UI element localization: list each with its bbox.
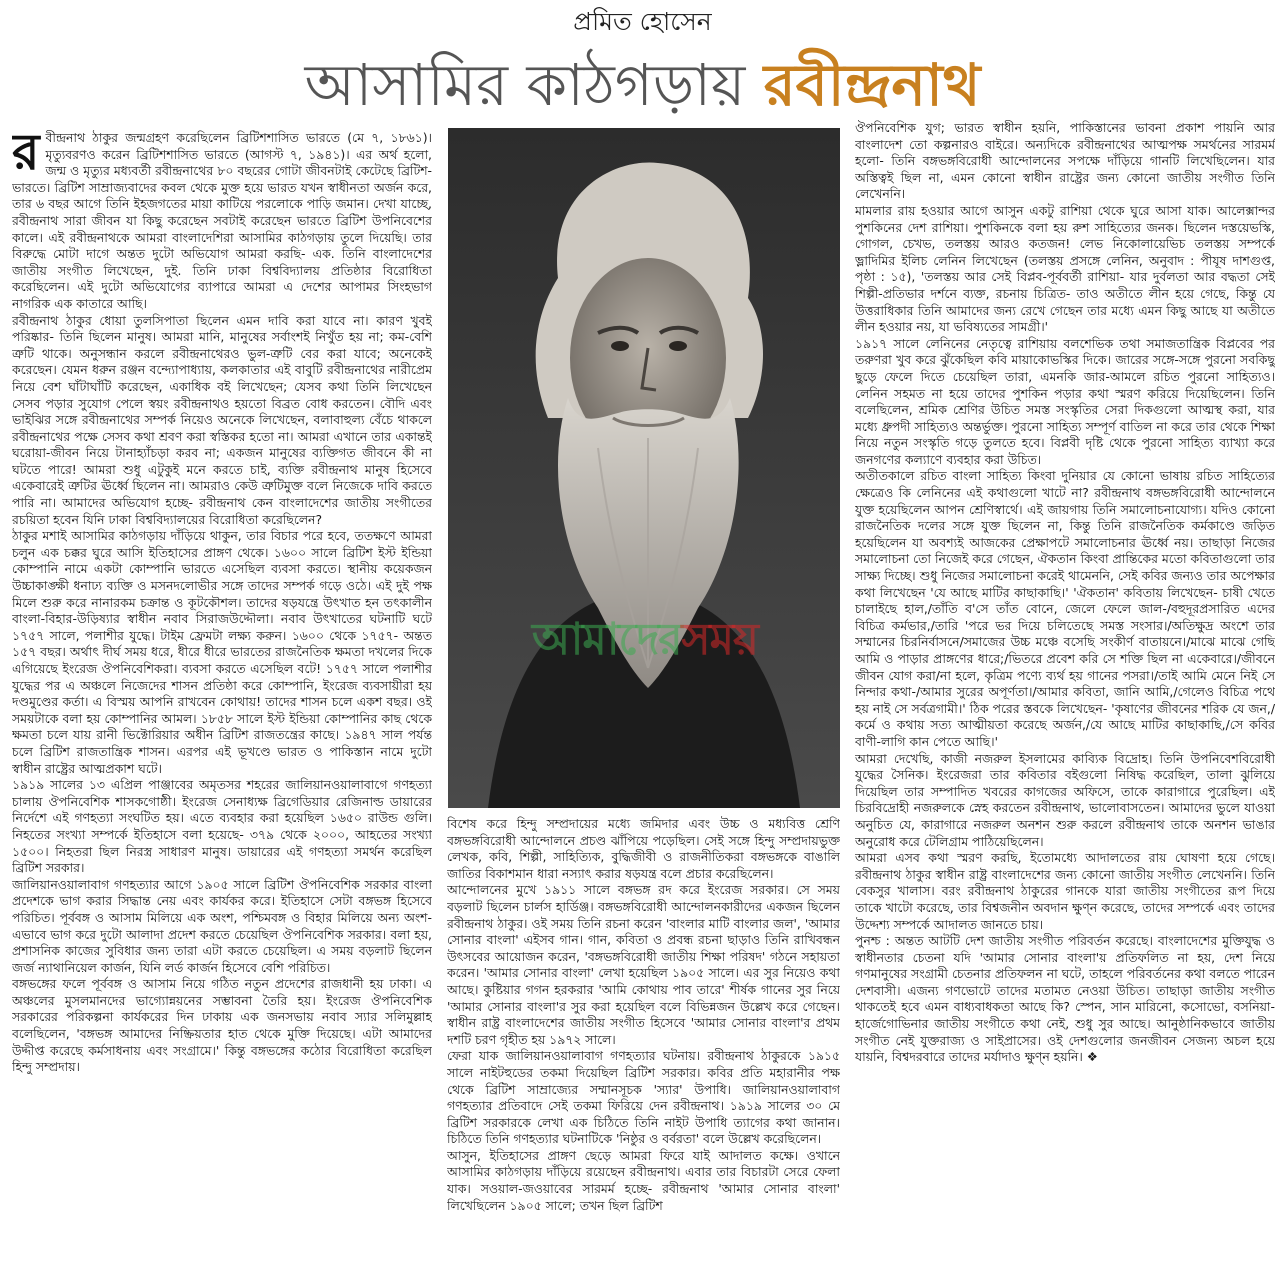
paragraph: আন্দোলনের মুখে ১৯১১ সালে বঙ্গভঙ্গ রদ করে ইংরেজ সরকার। সে সময় বড়লাট ছিলেন চার্লস হার্ডিঞ্জ। বঙ্গভঙ্গবিরোধী আন্দোলনকারীদের একজন ছিলেন রবীন্দ্রনাথ ঠাকুর। ওই সময় তিনি রচনা করেন 'বাংলার মাটি বাংলার জল', 'আমার সোনার বাংলা' এইসব গান। গান, কবিতা ও প্রবন্ধ রচনা ছাড়াও তিনি রাখিবন্ধন উৎসবের আয়োজন করেন, 'বঙ্গভঙ্গবিরোধী জাতীয় শিক্ষা পরিষদ' গঠনে সহায়তা করেন। 'আমার সোনার বাংলা' লেখা হয়েছিল ১৯০৫ সালে। এর সুর নিয়েও কথা আছে। কুষ্টিয়ার গগন হরকরার 'আমি কোথায় পাব তারে' শীর্ষক গানের সুর নিয়ে 'আমার সোনার বাংলা'র সুর করা হয়েছিল বলে বিভিন্নজন উল্লেখ করে গেছেন। স্বাধীন রাষ্ট্র বাংলাদেশের জাতীয় সংগীত হিসেবে 'আমার সোনার বাংলা'র প্রথম দশটি চরণ গৃহীত হয় ১৯৭২ সালে। (447, 882, 840, 1047)
watermark-part-2: সময় (681, 614, 758, 665)
headline (0, 48, 1285, 122)
paragraph: ১৯১৯ সালের ১৩ এপ্রিল পাঞ্জাবের অমৃতসর শহরের জালিয়ানওয়ালাবাগে গণহত্যা চালায় ঔপনিবেশিক শাসকগোষ্ঠী। ইংরেজ সেনাধ্যক্ষ ব্রিগেডিয়ার রেজিনাল্ড ডায়ারের নির্দেশে এই গণহত্যা সংঘটিত হয়। এতে ব্যবহার করা হয়েছিল ১৬৫০ রাউন্ড গুলি। নিহতের সংখ্যা সম্পর্কে ইতিহাসে বলা হয়েছে- ৩৭৯ থেকে ২০০০, আহতের সংখ্যা ১৫০০। নিহতরা ছিল নিরস্ত্র সাধারণ মানুষ। ডায়ারের এই গণহত্যা সমর্থন করেছিল ব্রিটিশ সরকার। (12, 777, 432, 876)
paragraph: পুনশ্চ : অন্তত আটটি দেশ জাতীয় সংগীত পরিবর্তন করেছে। বাংলাদেশের মুক্তিযুদ্ধ ও স্বাধীনতার চেতনা যদি 'আমার সোনার বাংলা'য় প্রতিফলিত না হয়, দেশ নিয়ে গণমানুষের সংগ্রামী চেতনার প্রতিফলন না ঘটে, তাহলে পরিবর্তনের কথা বলতে পারেন দেশবাসী। এজন্য গণভোটে তাদের মতামত নেওয়া উচিত। তাছাড়া জাতীয় সংগীত থাকতেই হবে এমন বাধ্যবাধকতা আছে কি? স্পেন, সান মারিনো, কসোভো, বসনিয়া-হার্জেগোভিনার জাতীয় সংগীতে কথা নেই, শুধু সুর আছে। আনুষ্ঠানিকভাবে জাতীয় সংগীত নেই যুক্তরাজ্য ও সাইপ্রাসের। ওই দেশগুলোর জনজীবন সেজন্য অচল হয়ে যায়নি, বিশ্বদরবারে তাদের মর্যাদাও ক্ষুণ্ন হয়নি। ❖ (855, 933, 1275, 1065)
watermark-logo (470, 610, 820, 670)
paragraph: ঔপনিবেশিক যুগ; ভারত স্বাধীন হয়নি, পাকিস্তানের ভাবনা প্রকাশ পায়নি আর বাংলাদেশ তো কল্পনারও বাইরে। অন্যদিকে রবীন্দ্রনাথের আত্মপক্ষ সমর্থনের সারমর্ম হলো- তিনি বঙ্গভঙ্গবিরোধী আন্দোলনের সপক্ষে দাঁড়িয়ে গানটি লিখেছিলেন। যার অস্তিত্বই ছিল না, এমন কোনো স্বাধীন রাষ্ট্রের জন্য কোনো জাতীয় সংগীত তিনি লেখেননি। (855, 120, 1275, 202)
portrait-illustration (448, 128, 840, 808)
paragraph: রবীন্দ্রনাথ ঠাকুর ধোয়া তুলসিপাতা ছিলেন এমন দাবি করা যাবে না। কারণ খুবই পরিষ্কার- তিনি ছিলেন মানুষ। আমরা মানি, মানুষের সর্বাংশই নিখুঁত হয় না; কম-বেশি ত্রুটি থাকে। অনুসন্ধান করলে রবীন্দ্রনাথেরও ভুল-ত্রুটি বের করা যাবে; অনেকেই করেছেন। যেমন ধরুন রঞ্জন বন্দ্যোপাধ্যায়, কলকাতার এই বাবুটি রবীন্দ্রনাথের নারীপ্রেম নিয়ে বেশ ঘাঁটাঘাঁটি করেছেন, একাধিক বই লিখেছেন; যেসব কথা তিনি লিখেছেন সেসব পড়ার সুযোগ পেলে স্বয়ং রবীন্দ্রনাথও হয়তো বিব্রত বোধ করতেন। বৌদি এবং ভাইঝির সঙ্গে রবীন্দ্রনাথের সম্পর্ক নিয়েও অনেকে লিখেছেন, বলাবাহুল্য বেঁচে থাকলে রবীন্দ্রনাথের পক্ষে সেসব কথা শ্রবণ করা স্বস্তিকর হতো না। আমরা এখানে তার একান্তই ঘরোয়া-জীবন নিয়ে টানাহ্যাঁচড়া করব না; একজন মানুষের ব্যক্তিগত জীবনে কী না ঘটতে পারে! আমরা শুধু এটুকুই মনে করতে চাই, ব্যক্তি রবীন্দ্রনাথ মানুষ হিসেবে একেবারেই ত্রুটির ঊর্ধ্বে ছিলেন না। আমরাও কেউ ত্রুটিমুক্ত বলে নিজেকে দাবি করতে পারি না। আমাদের অভিযোগ হচ্ছে- রবীন্দ্রনাথ কেন বাংলাদেশের জাতীয় সংগীতের রচয়িতা হবেন যিনি ঢাকা বিশ্ববিদ্যালয়ের বিরোধিতা করেছিলেন? (12, 312, 432, 527)
drop-cap: র (12, 130, 40, 181)
watermark-part-1: আমাদের (532, 614, 682, 665)
paragraph: ঠাকুর মশাই আসামির কাঠগড়ায় দাঁড়িয়ে থাকুন, তার বিচার পরে হবে, ততক্ষণে আমরা চলুন এক চক্কর ঘুরে আসি ইতিহাসের প্রাঙ্গণ থেকে। ১৬০০ সালে ব্রিটিশ ইস্ট ইন্ডিয়া কোম্পানি নামে একটা কোম্পানি ভারতে এসেছিল ব্যবসা করতে। স্থানীয় কয়েকজন উচ্চাকাঙ্ক্ষী ধনাঢ্য ব্যক্তি ও মসনদলোভীর সঙ্গে তাদের সম্পর্ক গড়ে ওঠে। এই দুই পক্ষ মিলে শুরু করে নানারকম চক্রান্ত ও কূটকৌশল। তাদের ষড়যন্ত্রে উৎখাত হন তৎকালীন বাংলা-বিহার-উড়িষ্যার স্বাধীন নবাব সিরাজউদ্দৌলা। নবাব উৎখাতের ঘটনাটি ঘটে ১৭৫৭ সালে, পলাশীর যুদ্ধে। টাইম ফ্রেমটা লক্ষ্য করুন। ১৬০০ থেকে ১৭৫৭- অন্তত ১৫৭ বছর। অর্থাৎ দীর্ঘ সময় ধরে, ধীরে ধীরে ভারতের রাজনৈতিক ক্ষমতা দখলের দিকে এগিয়েছে ইংরেজ ঔপনিবেশিকরা। ব্যবসা করতে এসেছিল বটে! ১৭৫৭ সালে পলাশীর যুদ্ধের পর এ অঞ্চলে নিজেদের শাসন প্রতিষ্ঠা করে কোম্পানি, ইংরেজ ব্যবসায়ীরা হয় দণ্ডমুণ্ডের কর্তা। এ বিস্ময় আপনি রাখবেন কোথায়! তাদের শাসন চলে একশ বছর। ওই সময়টাকে বলা হয় কোম্পানির আমল। ১৮৫৮ সালে ইস্ট ইন্ডিয়া কোম্পানির কাছ থেকে ক্ষমতা চলে যায় রানী ভিক্টোরিয়ার অধীন ব্রিটিশ রাজতন্ত্রের কাছে। ১৯৪৭ সাল পর্যন্ত চলে ব্রিটিশ রাজতান্ত্রিক শাসন। এরপর এই ভূখণ্ডে ভারত ও পাকিস্তান নামে দুটো স্বাধীন রাষ্ট্রের আত্মপ্রকাশ ঘটে। (12, 528, 432, 776)
headline-part-2: রবীন্দ্রনাথ (763, 51, 981, 119)
portrait-photo (448, 128, 840, 808)
headline-part-1: আসামির কাঠগড়ায় (304, 51, 764, 119)
article-column-3 (855, 120, 1275, 1272)
paragraph: বঙ্গভঙ্গের ফলে পূর্ববঙ্গ ও আসাম নিয়ে গঠিত নতুন প্রদেশের রাজধানী হয় ঢাকা। এ অঞ্চলের মুসলমানদের ভাগ্যোন্নয়নের সম্ভাবনা তৈরি হয়। ইংরেজ ঔপনিবেশিক সরকারের পরিকল্পনা কার্যকরের দিন ঢাকায় এক জনসভায় নবাব স্যার সলিমুল্লাহ বলেছিলেন, 'বঙ্গভঙ্গ আমাদের নিষ্ক্রিয়তার হাত থেকে মুক্তি দিয়েছে। এটা আমাদের উদ্দীপ্ত করেছে কর্মসাধনায় এবং সংগ্রামে।' কিন্তু বঙ্গভঙ্গের কঠোর বিরোধিতা করেছিল হিন্দু সম্প্রদায়। (12, 976, 432, 1075)
article-column-1 (12, 130, 432, 1270)
paragraph: ফেরা যাক জালিয়ানওয়ালাবাগ গণহত্যার ঘটনায়। রবীন্দ্রনাথ ঠাকুরকে ১৯১৫ সালে নাইটহুডের তকমা দিয়েছিল ব্রিটিশ সরকার। কবির প্রতি মহারানীর পক্ষ থেকে ব্রিটিশ সাম্রাজ্যের সম্মানসূচক 'স্যার' উপাধি। জালিয়ানওয়ালাবাগ গণহত্যার প্রতিবাদে সেই তকমা ফিরিয়ে দেন রবীন্দ্রনাথ। ১৯১৯ সালের ৩০ মে ব্রিটিশ সরকারকে লেখা এক চিঠিতে তিনি নাইট উপাধি ত্যাগের কথা জানান। চিঠিতে তিনি গণহত্যার ঘটনাটিকে 'নিষ্ঠুর ও বর্বরতা' বলে উল্লেখ করেছিলেন। (447, 1048, 840, 1147)
byline: প্রমিত হোসেন (573, 7, 712, 36)
paragraph: অতীতকালে রচিত বাংলা সাহিত্য কিংবা দুনিয়ার যে কোনো ভাষায় রচিত সাহিত্যের ক্ষেত্রেও কি লেনিনের এই কথাগুলো খাটে না? রবীন্দ্রনাথ বঙ্গভঙ্গবিরোধী আন্দোলনে যুক্ত হয়েছিলেন আপন শ্রেণিস্বার্থে। এই জায়গায় তিনি সমালোচনাযোগ্য। যদিও কোনো রাজনৈতিক দলের সঙ্গে যুক্ত ছিলেন না, কিন্তু তিনি রাজনৈতিক কর্মকাণ্ডে জড়িত হয়েছিলেন যা অবশ্যই আজকের প্রেক্ষাপটে সমালোচনার ঊর্ধ্বে নয়। তাছাড়া নিজের সমালোচনা তো নিজেই করে গেছেন, ঐকতান কিংবা প্রান্তিকের মতো কবিতাগুলো তার সাক্ষ্য দিচ্ছে। শুধু নিজের সমালোচনা করেই থামেননি, সেই কবির জন্যও তার অপেক্ষার কথা লিখেছেন 'যে আছে মাটির কাছাকাছি।' 'ঐকতান' কবিতায় লিখেছেন- চাষী খেতে চালাইছে হাল,/তাঁতি ব'সে তাঁত বোনে, জেলে ফেলে জাল-/বহুদূরপ্রসারিত এদের বিচিত্র কর্মভার,/তারি 'পরে ভর দিয়ে চলিতেছে সমস্ত সংসার।/অতিক্ষুদ্র অংশে তার সম্মানের চিরনির্বাসনে/সমাজের উচ্চ মঞ্চে বসেছি সংকীর্ণ বাতায়নে।/মাঝে মাঝে গেছি আমি ও পাড়ার প্রাঙ্গণের ধারে;/ভিতরে প্রবেশ করি সে শক্তি ছিল না একেবারে।/জীবনে জীবন যোগ করা/না হলে, কৃত্রিম পণ্যে ব্যর্থ হয় গানের পসরা।/তাই আমি মেনে নিই সে নিন্দার কথা-/আমার সুরের অপূর্ণতা।/আমার কবিতা, জানি আমি,/গেলেও বিচিত্র পথে হয় নাই সে সর্বত্রগামী।' ঠিক পরের স্তবকে লিখেছেন- 'কৃষাণের জীবনের শরিক যে জন,/কর্মে ও কথায় সত্য আত্মীয়তা করেছে অর্জন,/যে আছে মাটির কাছাকাছি,/সে কবির বাণী-লাগি কান পেতে আছি।' (855, 468, 1275, 749)
paragraph: আমরা এসব কথা স্মরণ করছি, ইতোমধ্যে আদালতের রায় ঘোষণা হয়ে গেছে। রবীন্দ্রনাথ ঠাকুর স্বাধীন রাষ্ট্র বাংলাদেশের জন্য কোনো জাতীয় সংগীত লেখেননি। তিনি বেকসুর খালাস। বরং রবীন্দ্রনাথ ঠাকুরের গানকে যারা জাতীয় সংগীতের রূপ দিয়ে তাকে খাটো করেছে, তার বিশ্বজনীন অবদান ক্ষুণ্ন করেছে, তাদের সম্পর্কে এবং তাদের উদ্দেশ্য সম্পর্কে আদালত জানতে চায়। (855, 850, 1275, 932)
paragraph: ১৯১৭ সালে লেনিনের নেতৃত্বে রাশিয়ায় বলশেভিক তথা সমাজতান্ত্রিক বিপ্লবের পর তরুণরা খুব করে ঝুঁকেছিল কবি মায়াকোভস্কির দিকে। জারের সঙ্গে-সঙ্গে পুরনো সবকিছু ছুড়ে ফেলে দিতে চেয়েছিল তারা, এমনকি জার-আমলে রচিত পুরনো সাহিত্যও। লেনিন সহমত না হয়ে তাদের পুশকিন পড়ার কথা স্মরণ করিয়ে দিয়েছিলেন। তিনি বলেছিলেন, শ্রমিক শ্রেণির উচিত সমস্ত সংস্কৃতির সেরা দিকগুলো আত্মস্থ করা, যার মধ্যে ধ্রুপদী সাহিত্যও অন্তর্ভুক্ত। পুরনো সাহিত্য সম্পূর্ণ বাতিল না করে তার থেকে শিক্ষা নিয়ে নতুন সংস্কৃতি গড়ে তুলতে হবে। বিপ্লবী দৃষ্টি থেকে পুরনো সাহিত্য ব্যাখ্যা করে জনগণের কল্যাণে ব্যবহার করা উচিত। (855, 335, 1275, 467)
paragraph: জালিয়ানওয়ালাবাগ গণহত্যার আগে ১৯০৫ সালে ব্রিটিশ ঔপনিবেশিক সরকার বাংলা প্রদেশকে ভাগ করার সিদ্ধান্ত নেয় এবং কার্যকর করে। ইতিহাসে সেটা বঙ্গভঙ্গ হিসেবে পরিচিত। পূর্ববঙ্গ ও আসাম মিলিয়ে এক অংশ, পশ্চিমবঙ্গ ও বিহার মিলিয়ে অন্য অংশ- এভাবে ভাগ করে দুটো আলাদা প্রদেশ করতে চেয়েছিল ঔপনিবেশিক সরকার। বলা হয়, প্রশাসনিক কাজের সুবিধার জন্য তারা এটা করতে চেয়েছিল। এ সময় বড়লাট ছিলেন জর্জ ন্যাথানিয়েল কার্জন, যিনি লর্ড কার্জন হিসেবে বেশি পরিচিত। (12, 876, 432, 975)
paragraph: বীন্দ্রনাথ ঠাকুর জন্মগ্রহণ করেছিলেন ব্রিটিশশাসিত ভারতে (মে ৭, ১৮৬১)। মৃত্যুবরণও করেন ব্রিটিশশাসিত ভারতে (আগস্ট ৭, ১৯৪১)। এর অর্থ হলো, জন্ম ও মৃত্যুর মধ্যবর্তী রবীন্দ্রনাথের ৮০ বছরের গোটা জীবনটাই কেটেছে ব্রিটিশ-ভারতে। ব্রিটিশ সাম্রাজ্যবাদের কবল থেকে মুক্ত হয়ে ভারত যখন স্বাধীনতা অর্জন করে, তার ৬ বছর আগে তিনি ইহজগতের মায়া কাটিয়ে পরলোকে পাড়ি জমান। দেখা যাচ্ছে, রবীন্দ্রনাথ সারা জীবন যা কিছু করেছেন সবটাই করেছেন ভারতে ব্রিটিশ উপনিবেশের কালে। এই রবীন্দ্রনাথকে আমরা বাংলাদেশিরা আসামির কাঠগড়ায় তুলে দিয়েছি। তার বিরুদ্ধে মোটা দাগে অন্তত দুটো অভিযোগ আমরা করছি- এক. তিনি বাংলাদেশের জাতীয় সংগীত লিখেছেন, দুই. তিনি ঢাকা বিশ্ববিদ্যালয় প্রতিষ্ঠার বিরোধিতা করেছিলেন। এই দুটো অভিযোগের ব্যাপারে আমরা এ দেশের আপামর সিংহভাগ নাগরিক এক কাতারে আছি। (12, 130, 432, 311)
paragraph: বিশেষ করে হিন্দু সম্প্রদায়ের মধ্যে জমিদার এবং উচ্চ ও মধ্যবিত্ত শ্রেণি বঙ্গভঙ্গবিরোধী আন্দোলনে প্রচণ্ড ঝাঁপিয়ে পড়েছিল। সেই সঙ্গে হিন্দু সম্প্রদায়ভুক্ত লেখক, কবি, শিল্পী, সাহিত্যিক, বুদ্ধিজীবী ও রাজনীতিকরা বঙ্গভঙ্গকে বাঙালি জাতির বিকাশমান ধারা নস্যাৎ করার ষড়যন্ত্র বলে প্রচার করেছিলেন। (447, 816, 840, 881)
paragraph: মামলার রায় হওয়ার আগে আসুন একটু রাশিয়া থেকে ঘুরে আসা যাক। আলেক্সান্দর পুশকিনের দেশ রাশিয়া। পুশকিনকে বলা হয় রুশ সাহিত্যের জনক। ছিলেন দস্তয়েভস্কি, গোগল, চেখভ, তলস্তয় আরও কতজন! লেভ নিকোলায়েভিচ তলস্তয় সম্পর্কে ভ্লাদিমির ইলিচ লেনিন লিখেছেন (তলস্তয় প্রসঙ্গে লেনিন, অনুবাদ : পীযূষ দাশগুপ্ত, পৃষ্ঠা : ১৫), 'তলস্তয় আর সেই বিপ্লব-পূর্ববর্তী রাশিয়া- যার দুর্বলতা আর বদ্ধতা সেই শিল্পী-প্রতিভার দর্শনে ব্যক্ত, রচনায় চিত্রিত- তাও অতীতে লীন হয়ে গেছে, কিন্তু যে উত্তরাধিকার তিনি আমাদের জন্য রেখে গেছেন তার মধ্যে এমন কিছু আছে যা অতীতে লীন হওয়ার নয়, যা ভবিষ্যতের সামগ্রী।' (855, 202, 1275, 335)
article-column-2 (447, 816, 840, 1271)
paragraph: আসুন, ইতিহাসের প্রাঙ্গণ ছেড়ে আমরা ফিরে যাই আদালত কক্ষে। ওখানে আসামির কাঠগড়ায় দাঁড়িয়ে রয়েছেন রবীন্দ্রনাথ। এবার তার বিচারটা সেরে ফেলা যাক। সওয়াল-জওয়াবের সারমর্ম হচ্ছে- রবীন্দ্রনাথ 'আমার সোনার বাংলা' লিখেছিলেন ১৯০৫ সালে; তখন ছিল ব্রিটিশ (447, 1147, 840, 1213)
paragraph: আমরা দেখেছি, কাজী নজরুল ইসলামের কাব্যিক বিদ্রোহ। তিনি উপনিবেশবিরোধী যুদ্ধের সৈনিক। ইংরেজরা তার কবিতার বইগুলো নিষিদ্ধ করেছিল, তালা ঝুলিয়ে দিয়েছিল তার সম্পাদিত খবরের কাগজের অফিসে, তাকে কারাগারে পুরেছিল। এই চিরবিদ্রোহী নজরুলকে স্নেহ করতেন রবীন্দ্রনাথ, ভালোবাসতেন। আমাদের ভুলে যাওয়া অনুচিত যে, কারাগারে নজরুল অনশন শুরু করলে রবীন্দ্রনাথ তাকে অনশন ভাঙার অনুরোধ করে টেলিগ্রাম পাঠিয়েছিলেন। (855, 750, 1275, 849)
